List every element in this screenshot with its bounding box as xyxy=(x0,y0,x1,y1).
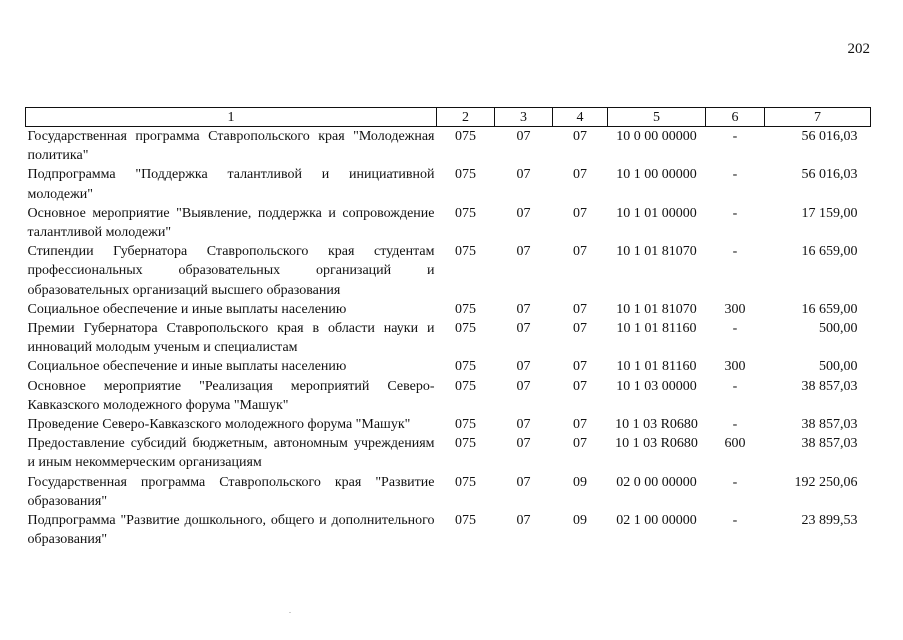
row-col-7: 56 016,03 xyxy=(801,167,858,183)
table-row xyxy=(26,415,871,434)
row-col-2: 075 xyxy=(455,167,476,183)
row-col-4: 07 xyxy=(573,321,587,337)
row-col-3: 07 xyxy=(516,436,531,452)
row-col-6: - xyxy=(732,167,738,183)
row-col-6: - xyxy=(732,205,738,221)
row-col-2: 075 xyxy=(455,244,476,260)
row-col-2: 075 xyxy=(455,321,476,337)
row-col-5: 10 1 01 81070 xyxy=(616,244,697,260)
header-col-2: 2 xyxy=(437,108,495,127)
row-col-5: 10 1 01 81160 xyxy=(616,321,697,337)
table-row xyxy=(26,127,871,166)
row-name: Стипендии Губернатора Ставропольского края студентам профессиональных образовательных организаций и образовательных организаций высшего образования xyxy=(27,244,435,298)
row-col-4: 09 xyxy=(573,513,587,529)
row-col-5: 02 0 00 00000 xyxy=(616,474,697,490)
row-name: Государственная программа Ставропольского края "Молодежная политика" xyxy=(27,129,435,164)
scan-speck xyxy=(289,612,291,613)
row-col-2: 075 xyxy=(455,359,476,375)
table-row xyxy=(26,511,871,549)
row-col-7: 56 016,03 xyxy=(801,129,858,144)
row-col-7: 38 857,03 xyxy=(801,378,858,394)
header-col-6: 6 xyxy=(706,108,765,127)
row-col-4: 07 xyxy=(573,129,587,144)
row-col-7: 500,00 xyxy=(819,359,858,375)
table-row xyxy=(26,473,871,511)
table-body xyxy=(26,127,871,550)
row-col-7: 38 857,03 xyxy=(801,436,858,452)
row-col-4: 07 xyxy=(573,378,587,394)
row-name: Основное мероприятие "Реализация мероприятий Северо-Кавказского молодежного форума "Машук" xyxy=(27,378,435,413)
row-col-7: 192 250,06 xyxy=(794,474,858,490)
row-col-5: 10 0 00 00000 xyxy=(616,129,697,144)
row-col-5: 10 1 00 00000 xyxy=(616,167,697,183)
table-row xyxy=(26,319,871,357)
row-col-6: 300 xyxy=(724,359,746,375)
table-row xyxy=(26,357,871,376)
row-col-7: 16 659,00 xyxy=(801,244,858,260)
row-col-4: 07 xyxy=(573,301,587,317)
table-row xyxy=(26,434,871,472)
row-col-7: 16 659,00 xyxy=(801,301,858,317)
row-col-5: 10 1 03 R0680 xyxy=(615,436,698,452)
table-header xyxy=(26,108,871,127)
row-col-2: 075 xyxy=(455,436,476,452)
row-col-4: 07 xyxy=(573,359,587,375)
row-col-3: 07 xyxy=(516,378,531,394)
header-col-3: 3 xyxy=(495,108,553,127)
row-col-3: 07 xyxy=(516,167,531,183)
row-name: Социальное обеспечение и иные выплаты населению xyxy=(27,359,347,375)
row-col-4: 07 xyxy=(573,205,587,221)
table-row xyxy=(26,165,871,203)
row-col-6: - xyxy=(732,513,738,529)
budget-table xyxy=(25,107,871,549)
header-col-4: 4 xyxy=(553,108,608,127)
row-name: Подпрограмма "Развитие дошкольного, общего и дополнительного образования" xyxy=(27,513,435,548)
row-col-4: 07 xyxy=(573,417,587,433)
row-col-3: 07 xyxy=(516,205,531,221)
row-col-5: 10 1 01 81160 xyxy=(616,359,697,375)
table-row xyxy=(26,300,871,319)
row-col-6: 600 xyxy=(724,436,746,452)
row-col-4: 09 xyxy=(573,474,587,490)
table-row xyxy=(26,377,871,415)
row-col-3: 07 xyxy=(516,301,531,317)
row-col-4: 07 xyxy=(573,244,587,260)
row-col-6: - xyxy=(732,417,738,433)
table-row xyxy=(26,204,871,242)
row-col-7: 500,00 xyxy=(819,321,858,337)
row-col-7: 38 857,03 xyxy=(801,417,858,433)
row-col-3: 07 xyxy=(516,359,531,375)
row-col-3: 07 xyxy=(516,244,531,260)
row-col-6: - xyxy=(732,244,738,260)
row-col-2: 075 xyxy=(455,417,476,433)
row-name: Основное мероприятие "Выявление, поддержка и сопровождение талантливой молодежи" xyxy=(27,205,435,241)
row-col-7: 23 899,53 xyxy=(801,513,858,529)
row-col-5: 10 1 01 81070 xyxy=(616,301,697,317)
row-col-4: 07 xyxy=(573,167,587,183)
row-col-6: - xyxy=(732,129,738,144)
header-col-1: 1 xyxy=(26,108,437,127)
row-name: Проведение Северо-Кавказского молодежного форума "Машук" xyxy=(27,417,411,433)
row-col-6: 300 xyxy=(724,301,746,317)
row-col-7: 17 159,00 xyxy=(801,205,858,221)
row-col-5: 02 1 00 00000 xyxy=(616,513,697,529)
row-col-3: 07 xyxy=(516,321,531,337)
header-col-5: 5 xyxy=(608,108,706,127)
row-col-5: 10 1 03 00000 xyxy=(616,378,697,394)
row-name: Государственная программа Ставропольского края "Развитие образования" xyxy=(27,474,435,509)
page-number: 202 xyxy=(847,41,870,57)
row-col-2: 075 xyxy=(455,301,476,317)
row-col-3: 07 xyxy=(516,417,531,433)
row-col-6: - xyxy=(732,321,738,337)
row-col-3: 07 xyxy=(516,474,531,490)
row-col-6: - xyxy=(732,378,738,394)
row-col-5: 10 1 03 R0680 xyxy=(615,417,698,433)
row-col-2: 075 xyxy=(455,205,476,221)
row-col-2: 075 xyxy=(455,513,476,529)
row-name: Премии Губернатора Ставропольского края в области науки и инноваций молодым ученым и специалистам xyxy=(27,321,435,356)
header-col-7: 7 xyxy=(765,108,871,127)
row-col-5: 10 1 01 00000 xyxy=(616,205,697,221)
row-col-6: - xyxy=(732,474,738,490)
row-col-2: 075 xyxy=(455,129,476,144)
row-col-3: 07 xyxy=(516,129,531,144)
row-name: Социальное обеспечение и иные выплаты населению xyxy=(27,301,347,317)
row-name: Подпрограмма "Поддержка талантливой и инициативной молодежи" xyxy=(27,167,435,202)
row-col-2: 075 xyxy=(455,474,476,490)
row-col-2: 075 xyxy=(455,378,476,394)
row-col-4: 07 xyxy=(573,436,587,452)
row-col-3: 07 xyxy=(516,513,531,529)
table-row xyxy=(26,242,871,300)
row-name: Предоставление субсидий бюджетным, автономным учреждениям и иным некоммерческим организациям xyxy=(27,436,435,471)
